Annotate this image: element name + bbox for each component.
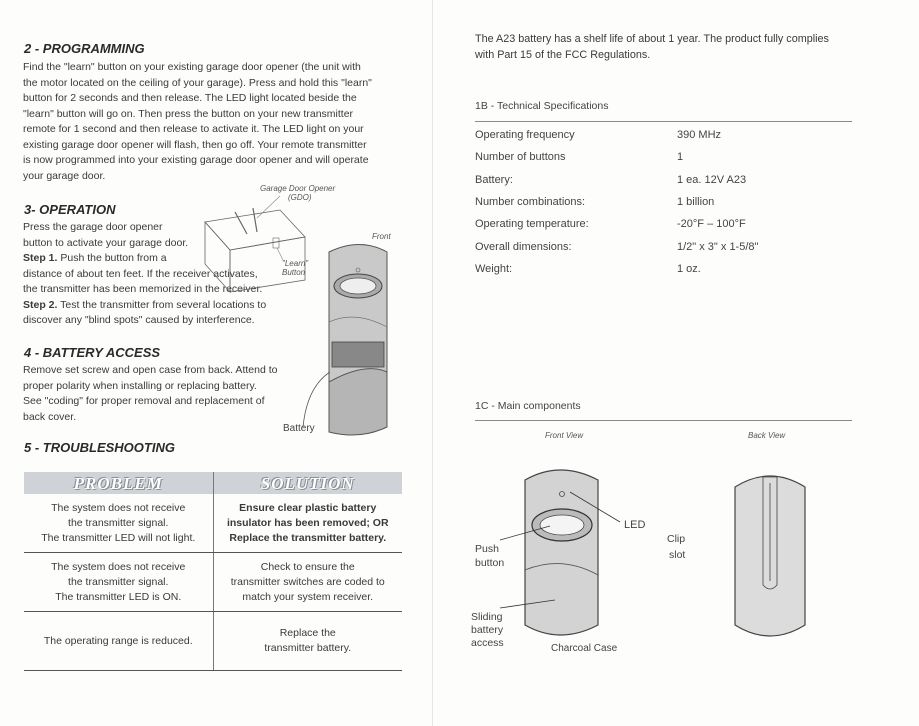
step2-line-2: discover any "blind spots" caused by interference. xyxy=(23,314,255,326)
sliding-battery-label: Sliding battery access xyxy=(471,611,504,649)
problem-cell: The system does not receive the transmitter signal. The transmitter LED is ON. xyxy=(24,553,213,612)
programming-line: button for 2 seconds and then release. The LED light located beside the xyxy=(23,92,357,104)
gdo-label-1: Garage Door Opener xyxy=(260,184,336,193)
spec-value: 1 oz. xyxy=(677,262,701,275)
battery-label: Battery xyxy=(283,423,315,434)
operation-heading: 3- OPERATION xyxy=(24,202,116,217)
solution-cell: Check to ensure the transmitter switches are coded to match your system receiver. xyxy=(213,553,402,612)
programming-text xyxy=(23,60,403,184)
battery-access-line: proper polarity when installing or replacing battery. xyxy=(23,379,257,392)
solution-header: SOLUTION xyxy=(213,472,402,494)
programming-line: Find the "learn" button on your existing garage door opener (the unit with xyxy=(23,61,361,73)
programming-line: the motor located on the ceiling of your garage). Press and hold this "learn" xyxy=(23,76,372,89)
remote-body-sketch xyxy=(303,245,387,436)
problem-cell: The operating range is reduced. xyxy=(24,612,213,671)
remote-front-figure xyxy=(195,182,425,442)
problem-cell: The system does not receive the transmitter signal. The transmitter LED will not light. xyxy=(24,494,213,553)
programming-line: "learn" button will go on. Then press the button on your new transmitter xyxy=(23,107,354,120)
learn-label-1: "Learn" xyxy=(282,259,309,268)
programming-line: is now programmed into your existing garage door opener and will operate xyxy=(23,154,369,166)
spec-label: Battery: xyxy=(475,173,513,186)
table-row xyxy=(24,553,402,612)
step2-line: Step 2. Test the transmitter from several locations to xyxy=(23,298,267,311)
step1-line: Step 1. Push the button from a xyxy=(23,252,167,264)
battery-access-line: Remove set screw and open case from back. Attend to xyxy=(23,364,278,376)
components-title: 1C - Main components xyxy=(475,400,581,412)
front-view-label: Front View xyxy=(545,431,584,440)
spec-label: Overall dimensions: xyxy=(475,240,572,253)
charcoal-case-label: Charcoal Case xyxy=(551,643,618,654)
components-rule xyxy=(475,420,852,421)
battery-access-line: See "coding" for proper removal and replacement of xyxy=(23,395,265,407)
programming-heading: 2 - PROGRAMMING xyxy=(24,41,145,56)
charcoal-case-shape xyxy=(525,470,598,635)
step2-label: Step 2. xyxy=(23,298,58,311)
page-spine xyxy=(432,0,433,726)
spec-label: Number of buttons xyxy=(475,151,566,164)
spec-value: 1 ea. 12V A23 xyxy=(677,173,747,186)
solution-cell: Ensure clear plastic battery insulator has been removed; OR Replace the transmitter battery. xyxy=(213,494,402,553)
table-row xyxy=(24,612,402,671)
intro-text: The A23 battery has a shelf life of about 1 year. The product fully complies with Part 15 of the FCC Regulations. xyxy=(475,33,829,61)
learn-label-2: Button xyxy=(282,268,306,277)
spec-label: Operating frequency xyxy=(475,129,575,141)
battery-access-heading: 4 - BATTERY ACCESS xyxy=(24,345,161,360)
spec-label: Number combinations: xyxy=(475,195,586,208)
push-button-label: Push button xyxy=(475,543,505,569)
gdo-label-2: (GDO) xyxy=(288,193,312,202)
programming-line: remote for 1 second and then release to activate it. The LED light on your xyxy=(23,123,364,135)
spec-label: Operating temperature: xyxy=(475,218,589,231)
led-label: LED xyxy=(624,519,646,531)
spec-value: 390 MHz xyxy=(677,129,722,141)
spec-value: 1 xyxy=(677,151,684,164)
back-view-figure xyxy=(725,465,815,650)
spec-value: 1 billion xyxy=(677,195,715,208)
operation-line-1: Press the garage door opener xyxy=(23,221,163,233)
step1-label: Step 1. xyxy=(23,252,58,264)
tech-specs-title: 1B - Technical Specifications xyxy=(475,100,609,112)
troubleshooting-heading: 5 - TROUBLESHOOTING xyxy=(24,440,175,455)
table-row xyxy=(24,494,402,553)
spec-value: -20°F – 100°F xyxy=(677,218,746,231)
problem-header: PROBLEM xyxy=(24,472,213,494)
front-label: Front xyxy=(372,232,391,241)
clip-slot-label: Clip slot xyxy=(667,533,686,561)
programming-line: your garage door. xyxy=(23,169,106,182)
spec-value: 1/2" x 3" x 1-5/8" xyxy=(677,240,759,253)
operation-line-2: button to activate your garage door. xyxy=(23,236,189,249)
garage-door-opener-sketch xyxy=(205,196,305,292)
step1-line-2: distance of about ten feet. If the receiver activates, xyxy=(23,267,258,280)
troubleshooting-table xyxy=(24,472,402,671)
tech-specs-rule xyxy=(475,121,852,122)
solution-cell: Replace the transmitter battery. xyxy=(213,612,402,671)
step1-line-3: the transmitter has been memorized in the receiver. xyxy=(23,283,263,295)
back-view-label: Back View xyxy=(748,431,786,440)
programming-line: existing garage door opener will flash, then go off. Your remote transmitter xyxy=(23,138,367,151)
spec-label: Weight: xyxy=(475,262,513,275)
battery-access-line: back cover. xyxy=(23,410,77,423)
